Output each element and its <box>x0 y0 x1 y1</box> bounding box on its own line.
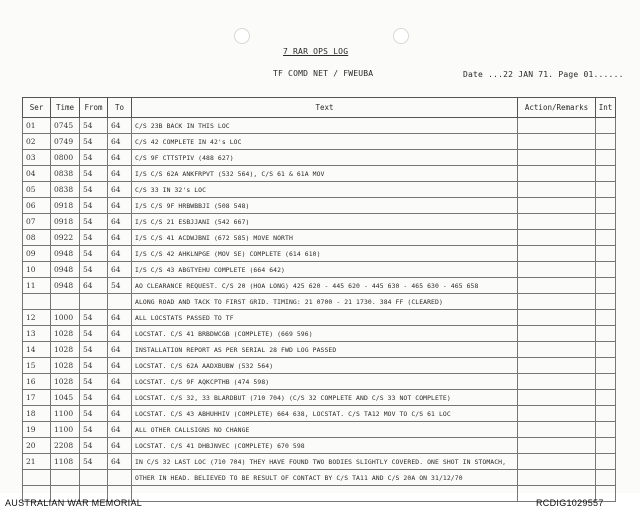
cell-time: 1028 <box>51 326 80 342</box>
cell-int <box>596 374 616 390</box>
punch-hole-left <box>234 28 250 44</box>
net-name: TF COMD NET / FWEUBA <box>273 69 374 78</box>
cell-action <box>518 262 596 278</box>
cell-action <box>518 342 596 358</box>
cell-text: ALL OTHER CALLSIGNS NO CHANGE <box>132 422 518 438</box>
table-row <box>23 358 616 374</box>
cell-int <box>596 182 616 198</box>
cell-time: 1000 <box>51 310 80 326</box>
cell-action <box>518 182 596 198</box>
cell-to: 64 <box>108 198 132 214</box>
cell-to: 64 <box>108 422 132 438</box>
cell-time: 2208 <box>51 438 80 454</box>
cell-int <box>596 198 616 214</box>
cell-ser: 07 <box>23 214 51 230</box>
table-row <box>23 406 616 422</box>
cell-time: 0749 <box>51 134 80 150</box>
cell-action <box>518 118 596 134</box>
cell-from: 54 <box>80 134 108 150</box>
cell-action <box>518 326 596 342</box>
log-body <box>23 118 616 502</box>
cell-action <box>518 246 596 262</box>
cell-action <box>518 230 596 246</box>
table-row <box>23 326 616 342</box>
cell-from <box>80 470 108 486</box>
cell-action <box>518 278 596 294</box>
cell-from: 54 <box>80 182 108 198</box>
cell-from: 54 <box>80 358 108 374</box>
cell-ser: 19 <box>23 422 51 438</box>
cell-time: 1045 <box>51 390 80 406</box>
cell-text: C/S 33 IN 32's LOC <box>132 182 518 198</box>
cell-time: 1028 <box>51 342 80 358</box>
cell-action <box>518 294 596 310</box>
cell-time: 1028 <box>51 374 80 390</box>
cell-int <box>596 422 616 438</box>
cell-int <box>596 358 616 374</box>
table-row <box>23 166 616 182</box>
table-row <box>23 390 616 406</box>
cell-text: LOCSTAT. C/S 62A AADXBUBW (532 564) <box>132 358 518 374</box>
cell-ser: 12 <box>23 310 51 326</box>
footer-id: RCDIG1029557 <box>536 498 604 508</box>
cell-ser: 20 <box>23 438 51 454</box>
cell-action <box>518 422 596 438</box>
cell-ser: 14 <box>23 342 51 358</box>
cell-to: 64 <box>108 454 132 470</box>
cell-int <box>596 294 616 310</box>
date-page-line <box>463 70 624 79</box>
cell-to: 64 <box>108 214 132 230</box>
cell-int <box>596 118 616 134</box>
cell-from: 54 <box>80 310 108 326</box>
cell-from: 54 <box>80 166 108 182</box>
cell-to: 64 <box>108 166 132 182</box>
cell-time: 0948 <box>51 278 80 294</box>
cell-action <box>518 310 596 326</box>
cell-text: C/S 9F CTTSTPIV (488 627) <box>132 150 518 166</box>
cell-int <box>596 470 616 486</box>
cell-to: 64 <box>108 326 132 342</box>
cell-time <box>51 294 80 310</box>
cell-to: 64 <box>108 438 132 454</box>
cell-time: 0948 <box>51 246 80 262</box>
table-row <box>23 438 616 454</box>
cell-time: 0948 <box>51 262 80 278</box>
cell-int <box>596 166 616 182</box>
table-row <box>23 214 616 230</box>
cell-action <box>518 438 596 454</box>
table-row <box>23 150 616 166</box>
table-row <box>23 470 616 486</box>
cell-from: 54 <box>80 406 108 422</box>
cell-text: ALL LOCSTATS PASSED TO TF <box>132 310 518 326</box>
cell-ser: 09 <box>23 246 51 262</box>
cell-to: 64 <box>108 230 132 246</box>
cell-ser: 15 <box>23 358 51 374</box>
footer-credit: AUSTRALIAN WAR MEMORIAL <box>5 498 143 508</box>
cell-int <box>596 406 616 422</box>
cell-from: 54 <box>80 230 108 246</box>
table-row <box>23 246 616 262</box>
cell-from: 54 <box>80 198 108 214</box>
col-time: Time <box>51 98 80 118</box>
table-row <box>23 374 616 390</box>
cell-text: I/S C/S 9F HRBWBBJI (508 548) <box>132 198 518 214</box>
cell-to <box>108 294 132 310</box>
col-from: From <box>80 98 108 118</box>
col-text: Text <box>132 98 518 118</box>
cell-int <box>596 134 616 150</box>
table-header-row <box>23 98 616 118</box>
table-row <box>23 278 616 294</box>
cell-to: 64 <box>108 134 132 150</box>
cell-from: 54 <box>80 342 108 358</box>
col-action-remarks: Action/Remarks <box>518 98 596 118</box>
cell-from: 54 <box>80 326 108 342</box>
cell-text: I/S C/S 62A ANKFRPVT (532 564), C/S 61 & 61A MOV <box>132 166 518 182</box>
cell-time: 0745 <box>51 118 80 134</box>
cell-action <box>518 358 596 374</box>
cell-ser: 13 <box>23 326 51 342</box>
cell-action <box>518 214 596 230</box>
cell-time: 0918 <box>51 214 80 230</box>
cell-int <box>596 326 616 342</box>
cell-action <box>518 150 596 166</box>
log-title: 7 RAR OPS LOG <box>283 47 349 56</box>
table-row <box>23 134 616 150</box>
cell-ser: 18 <box>23 406 51 422</box>
cell-action <box>518 406 596 422</box>
cell-action <box>518 374 596 390</box>
cell-to: 64 <box>108 182 132 198</box>
cell-int <box>596 310 616 326</box>
col-int: Int <box>596 98 616 118</box>
cell-ser: 11 <box>23 278 51 294</box>
cell-ser <box>23 294 51 310</box>
cell-text: LOCSTAT. C/S 9F AQKCPTHB (474 598) <box>132 374 518 390</box>
cell-text: LOCSTAT. C/S 41 BRBDWCGB (COMPLETE) (669 596) <box>132 326 518 342</box>
cell-int <box>596 342 616 358</box>
cell-int <box>596 262 616 278</box>
cell-time: 1100 <box>51 422 80 438</box>
date-label: Date <box>463 70 484 79</box>
cell-to: 54 <box>108 278 132 294</box>
table-row <box>23 454 616 470</box>
table-row <box>23 230 616 246</box>
cell-int <box>596 246 616 262</box>
cell-from: 54 <box>80 246 108 262</box>
cell-int <box>596 438 616 454</box>
cell-ser: 21 <box>23 454 51 470</box>
cell-action <box>518 166 596 182</box>
cell-action <box>518 470 596 486</box>
cell-from: 64 <box>80 278 108 294</box>
col-ser: Ser <box>23 98 51 118</box>
cell-int <box>596 390 616 406</box>
table-row <box>23 310 616 326</box>
cell-text: AO CLEARANCE REQUEST. C/S 20 (HOA LONG) 425 620 - 445 620 - 445 630 - 465 630 - 465 658 <box>132 278 518 294</box>
ops-log-table <box>22 97 616 502</box>
cell-action <box>518 390 596 406</box>
cell-time <box>51 470 80 486</box>
cell-from <box>80 294 108 310</box>
cell-action <box>518 454 596 470</box>
cell-text: INSTALLATION REPORT AS PER SERIAL 28 FWD LOG PASSED <box>132 342 518 358</box>
cell-text: C/S 23B BACK IN THIS LOC <box>132 118 518 134</box>
punch-hole-right <box>393 28 409 44</box>
cell-int <box>596 214 616 230</box>
table-row <box>23 118 616 134</box>
cell-text: ALONG ROAD AND TACK TO FIRST GRID. TIMING: 21 0700 - 21 1730. 384 FF (CLEARED) <box>132 294 518 310</box>
cell-to: 64 <box>108 390 132 406</box>
cell-int <box>596 230 616 246</box>
cell-int <box>596 454 616 470</box>
table-row <box>23 262 616 278</box>
cell-from: 54 <box>80 262 108 278</box>
cell-from: 54 <box>80 438 108 454</box>
cell-int <box>596 150 616 166</box>
cell-time: 0800 <box>51 150 80 166</box>
cell-text: I/S C/S 21 ESBJJANI (542 667) <box>132 214 518 230</box>
table-row <box>23 342 616 358</box>
cell-to <box>108 470 132 486</box>
cell-text: C/S 42 COMPLETE IN 42's LOC <box>132 134 518 150</box>
cell-from: 54 <box>80 374 108 390</box>
page-label: Page <box>558 70 579 79</box>
cell-ser: 17 <box>23 390 51 406</box>
cell-to: 64 <box>108 358 132 374</box>
cell-to: 64 <box>108 406 132 422</box>
table-row <box>23 198 616 214</box>
cell-to: 64 <box>108 374 132 390</box>
cell-to: 64 <box>108 342 132 358</box>
cell-text: LOCSTAT. C/S 43 ABHUHHIV (COMPLETE) 664 638, LOCSTAT. C/S TA12 MOV TO C/S 61 LOC <box>132 406 518 422</box>
cell-to: 64 <box>108 150 132 166</box>
cell-text: I/S C/S 42 AHKLNPGE (MOV SE) COMPLETE (614 610) <box>132 246 518 262</box>
table-row <box>23 294 616 310</box>
cell-to: 64 <box>108 310 132 326</box>
cell-ser: 08 <box>23 230 51 246</box>
cell-time: 0838 <box>51 166 80 182</box>
cell-ser: 10 <box>23 262 51 278</box>
cell-text: I/S C/S 43 ABGTYEHU COMPLETE (664 642) <box>132 262 518 278</box>
cell-text: LOCSTAT. C/S 41 DHBJNVEC (COMPLETE) 670 598 <box>132 438 518 454</box>
cell-empty <box>132 486 518 502</box>
cell-ser: 01 <box>23 118 51 134</box>
date-value: ...22 JAN 71. <box>488 70 554 79</box>
cell-from: 54 <box>80 150 108 166</box>
cell-text: IN C/S 32 LAST LOC (710 704) THEY HAVE FOUND TWO BODIES SLIGHTLY COVERED. ONE SHOT IN STOMACH, <box>132 454 518 470</box>
table-row <box>23 182 616 198</box>
cell-time: 0918 <box>51 198 80 214</box>
cell-from: 54 <box>80 214 108 230</box>
cell-ser: 16 <box>23 374 51 390</box>
cell-to: 64 <box>108 262 132 278</box>
cell-time: 1100 <box>51 406 80 422</box>
cell-to: 64 <box>108 118 132 134</box>
table-row <box>23 422 616 438</box>
cell-action <box>518 198 596 214</box>
cell-time: 1108 <box>51 454 80 470</box>
cell-text: OTHER IN HEAD. BELIEVED TO BE RESULT OF CONTACT BY C/S TA11 AND C/S 20A ON 31/12/70 <box>132 470 518 486</box>
cell-text: I/S C/S 41 ACDWJBNI (672 585) MOVE NORTH <box>132 230 518 246</box>
cell-ser: 02 <box>23 134 51 150</box>
col-to: To <box>108 98 132 118</box>
cell-from: 54 <box>80 422 108 438</box>
cell-to: 64 <box>108 246 132 262</box>
cell-ser: 05 <box>23 182 51 198</box>
cell-time: 0922 <box>51 230 80 246</box>
cell-ser <box>23 470 51 486</box>
cell-int <box>596 278 616 294</box>
cell-from: 54 <box>80 118 108 134</box>
cell-text: LOCSTAT. C/S 32, 33 BLARDBUT (710 704) (C/S 32 COMPLETE AND C/S 33 NOT COMPLETE) <box>132 390 518 406</box>
cell-ser: 03 <box>23 150 51 166</box>
cell-time: 0838 <box>51 182 80 198</box>
cell-from: 54 <box>80 390 108 406</box>
cell-ser: 06 <box>23 198 51 214</box>
page-value: 01...... <box>583 70 624 79</box>
cell-action <box>518 134 596 150</box>
cell-time: 1028 <box>51 358 80 374</box>
cell-from: 54 <box>80 454 108 470</box>
cell-ser: 04 <box>23 166 51 182</box>
